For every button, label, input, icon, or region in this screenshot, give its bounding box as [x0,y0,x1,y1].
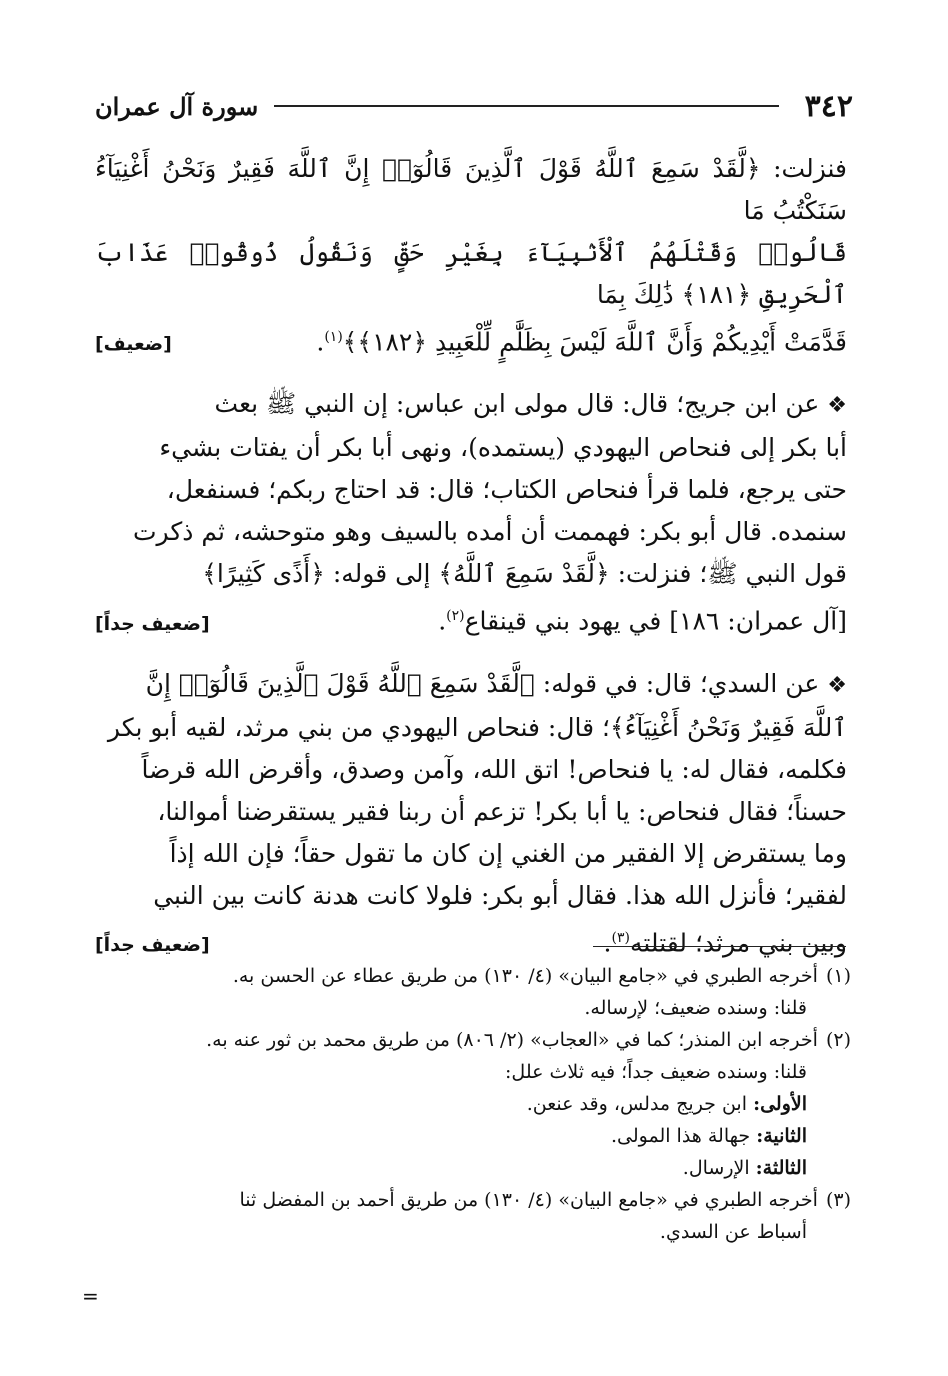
graded-line [95,316,847,365]
footnote-ref: (١) [324,329,343,345]
grade-tag: [ضعيف] [95,333,172,356]
footnote-text: أخرجه ابن المنذر؛ كما في «العجاب» (٢/ ٨٠٦) من طريق محمد بن ثور عنه به. [206,1029,818,1051]
footnote-ref: (٢) [446,608,465,625]
text-line-last: وبين بني مرثد؛ لقتلته$^{(٣)}$. [603,927,847,957]
header-rule [274,105,778,107]
text-line: حسناً؛ فقال فنحاص: يا أبا بكر! تزعم أن ربنا فقير يستقرضنا أموالنا، [157,796,847,826]
paragraph-1 [95,148,847,365]
grade-tag: [ضعيف جداً] [95,933,210,956]
footnote-1 [95,960,851,992]
text-line: ❖عن السدي؛ قال: في قوله: ﴿لَّقَدْ سَمِعَ ٱللَّهُ قَوْلَ ٱلَّذِينَ قَالُوٓا۟ إِنَّ [145,668,847,698]
grade-tag: [ضعيف جداً] [95,612,210,635]
text-line: فكلمه، فقال له: يا فنحاص! اتق الله، وآمن وصدق، وأقرض الله قرضاً [141,754,847,784]
footnote-3 [95,1184,851,1216]
text-line-last: [آل عمران: ١٨٦] في يهود بني قينقاع$^{(٢)}$. [438,606,847,636]
footnote-number: (٢) [825,1029,851,1051]
footnote-number: (٣) [825,1189,851,1211]
footnote-item: الأولى: ابن جريج مدلس، وقد عنعن. [526,1093,807,1115]
text-line: ٱللَّهَ فَقِيرٌ وَنَحْنُ أَغْنِيَآءُ﴾؛ قال: فنحاص اليهودي من بني مرثد، لقيه أبو بكر [107,712,847,742]
footnote-item: الثانية: جهالة هذا المولى. [610,1125,807,1147]
bullet-icon: ❖ [827,393,847,419]
graded-line [95,595,847,644]
page-header [95,86,853,126]
footnote-item: الثالثة: الإرسال. [682,1157,807,1179]
footnote-note: قلنا: وسنده ضعيف؛ لإرساله. [584,997,807,1019]
graded-line [95,917,847,966]
item-label: الثالثة: [755,1157,807,1179]
text-line: وما يستقرض إلا الفقير من الغني إن كان ما تقول حقاً؛ فإن الله إذاً [169,838,847,868]
footnote-2 [95,1024,851,1056]
item-label: الثانية: [756,1125,807,1147]
footnote-text: أخرجه الطبري في «جامع البيان» (٤/ ١٣٠) من طريق عطاء عن الحسن به. [232,965,818,987]
footnotes [95,960,851,1248]
footnote-text: أخرجه الطبري في «جامع البيان» (٤/ ١٣٠) من طريق أحمد بن المفضل ثنا [239,1189,818,1211]
text-line: سنمده. قال أبو بكر: فهممت أن أمده بالسيف وهو متوحشه، ثم ذكرت [133,517,847,547]
main-text [95,148,847,966]
text-line: قول النبي ﷺ؛ فنزلت: ﴿لَّقَدْ سَمِعَ ٱللَّهُ﴾ إلى قوله: ﴿أَذًى كَثِيرًا﴾ [202,559,847,589]
footnote-ref: (٣) [611,929,630,946]
text-line: فنزلت: ﴿لَّقَدْ سَمِعَ ٱللَّهُ قَوْلَ ٱلَّذِينَ قَالُوٓا۟ إِنَّ ٱللَّهَ فَقِيرٌ وَنَحْنُ أَغْنِيَآءُ سَنَكْتُبُ مَا [95,154,847,225]
continuation-mark: = [82,1284,99,1308]
footnote-separator [593,946,846,947]
page-number: ٣٤٢ [804,88,853,124]
text-line: لفقير؛ فأنزل الله هذا. فقال أبو بكر: فلولا كانت هدنة كانت بين النبي [153,880,847,910]
text-line: حتى يرجع، فلما قرأ فنحاص الكتاب؛ قال: قد احتاج ربكم؛ فسنفعل، [166,475,847,505]
item-label: الأولى: [753,1093,807,1115]
text-line: ❖عن ابن جريج؛ قال: قال مولى ابن عباس: إن النبي ﷺ بعث [214,389,847,419]
footnote-note: قلنا: وسنده ضعيف جداً؛ فيه ثلاث علل: [505,1061,807,1083]
paragraph-3 [95,663,847,966]
footnote-number: (١) [825,965,851,987]
bullet-icon: ❖ [827,672,847,698]
text-line: أبا بكر إلى فنحاص اليهودي (يستمده)، ونهى أبا بكر أن يفتات بشيء [159,433,847,463]
footnote-note: أسباط عن السدي. [659,1221,807,1243]
paragraph-2 [95,383,847,644]
text-line-last: قَدَّمَتْ أَيْدِيكُمْ وَأَنَّ ٱللَّهَ لَيْسَ بِظَلَّٰمٍ لِّلْعَبِيدِ ﴿١٨٢﴾﴾$^{(١)}$. [316,327,847,357]
surah-title: سورة آل عمران [95,91,259,121]
text-line: قَالُوا۟ وَقَتْلَهُمُ ٱلْأَنۢبِيَآءَ بِغَيْرِ حَقٍّ وَنَقُولُ ذُوقُوا۟ عَذَابَ ٱلْحَرِيقِ ﴿١٨١﴾ ذَٰلِكَ بِمَا [95,238,847,309]
